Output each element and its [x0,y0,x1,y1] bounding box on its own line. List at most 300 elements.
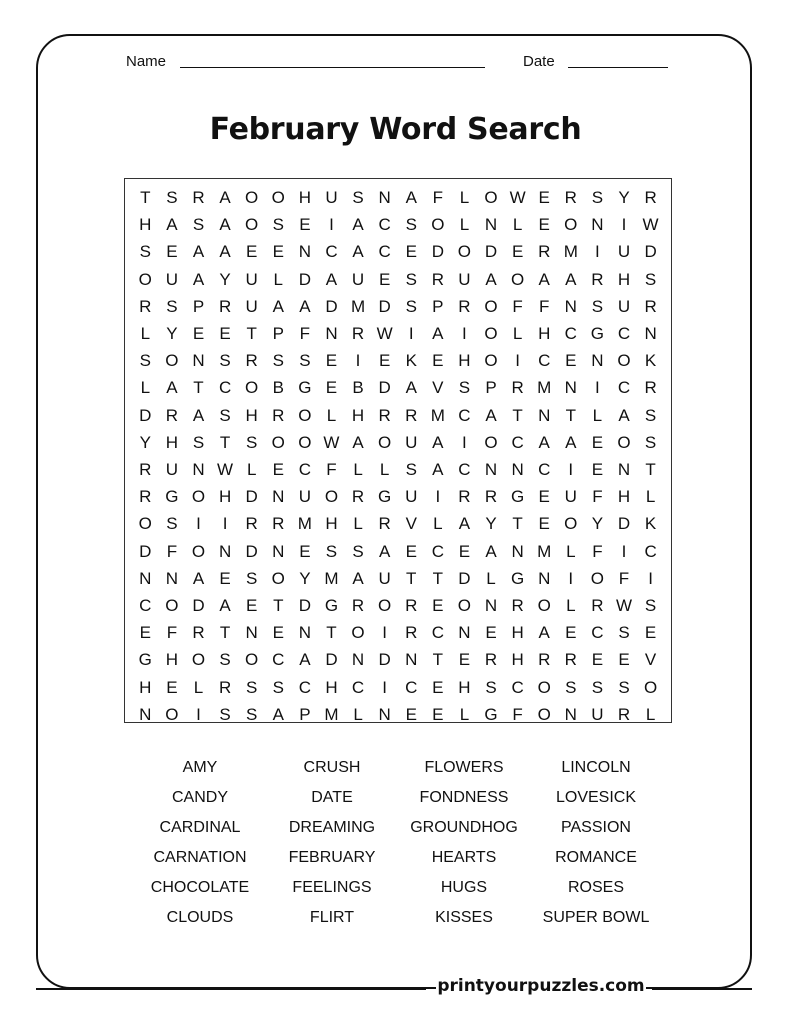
grid-letter[interactable]: A [219,242,231,262]
grid-letter[interactable]: G [298,378,312,398]
grid-letter[interactable]: W [509,188,526,207]
grid-letter[interactable]: N [591,351,604,371]
grid-letter[interactable]: O [165,596,179,615]
grid-letter[interactable]: R [591,269,604,289]
grid-letter[interactable]: E [272,460,284,479]
grid-letter[interactable]: M [537,541,552,561]
grid-letter[interactable]: C [564,324,577,343]
grid-letter[interactable]: R [272,405,285,425]
grid-letter[interactable]: A [538,269,550,289]
grid-letter[interactable]: N [192,351,205,371]
grid-letter[interactable]: L [486,568,496,588]
grid-letter[interactable]: D [431,242,444,262]
grid-letter[interactable]: R [351,596,365,615]
grid-letter[interactable]: E [246,596,258,615]
grid-letter[interactable]: F [512,704,523,724]
grid-letter[interactable]: S [272,677,284,697]
grid-letter[interactable]: E [378,269,391,289]
grid-letter[interactable]: A [432,432,444,452]
grid-letter[interactable]: I [382,677,387,697]
grid-letter[interactable]: A [219,188,231,207]
grid-letter[interactable]: O [457,596,472,615]
grid-letter[interactable]: A [166,215,178,235]
grid-letter[interactable]: R [538,650,551,670]
grid-letter[interactable]: I [408,324,414,343]
grid-letter[interactable]: N [298,242,311,262]
grid-letter[interactable]: S [219,351,231,371]
grid-letter[interactable]: O [537,596,551,615]
grid-letter[interactable]: E [538,487,550,507]
grid-letter[interactable]: A [272,704,284,724]
grid-letter[interactable]: R [617,704,631,724]
grid-letter[interactable]: Y [139,432,151,452]
grid-letter[interactable]: P [485,378,497,398]
grid-letter[interactable]: E [166,677,178,697]
grid-letter[interactable]: A [352,432,364,452]
grid-letter[interactable]: A [299,296,311,316]
grid-letter[interactable]: R [538,242,551,262]
grid-letter[interactable]: S [591,677,604,697]
grid-letter[interactable]: G [138,650,152,670]
grid-letter[interactable]: D [644,242,657,262]
grid-letter[interactable]: E [325,351,338,371]
grid-letter[interactable]: A [485,405,497,425]
grid-letter[interactable]: H [165,432,179,452]
grid-letter[interactable]: O [617,351,631,371]
grid-letter[interactable]: R [378,514,391,534]
grid-letter[interactable]: I [462,324,467,343]
grid-letter[interactable]: R [218,677,232,697]
grid-letter[interactable]: S [618,677,630,697]
grid-letter[interactable]: U [245,296,258,316]
grid-letter[interactable]: I [196,514,201,534]
grid-letter[interactable]: N [272,487,285,507]
grid-letter[interactable]: L [512,324,523,343]
grid-letter[interactable]: K [405,351,417,371]
grid-letter[interactable]: H [325,514,338,534]
grid-letter[interactable]: N [272,541,285,561]
grid-letter[interactable]: C [617,378,631,398]
grid-letter[interactable]: I [648,568,653,588]
grid-letter[interactable]: R [591,596,604,615]
grid-letter[interactable]: M [297,514,312,534]
grid-letter[interactable]: S [139,242,151,262]
grid-letter[interactable]: L [140,324,151,343]
grid-letter[interactable]: V [405,514,417,534]
grid-letter[interactable]: N [591,215,604,235]
grid-letter[interactable]: A [192,568,205,588]
grid-letter[interactable]: C [325,242,338,262]
grid-letter[interactable]: R [511,596,524,615]
grid-letter[interactable]: E [192,324,205,343]
grid-letter[interactable]: N [458,623,471,643]
grid-letter[interactable]: L [246,460,257,479]
grid-letter[interactable]: D [617,514,631,534]
grid-letter[interactable]: I [568,568,574,588]
grid-letter[interactable]: N [298,623,311,643]
grid-letter[interactable]: U [245,269,258,289]
grid-letter[interactable]: R [644,296,657,316]
grid-letter[interactable]: O [298,405,312,425]
grid-letter[interactable]: R [165,405,179,425]
grid-letter[interactable]: O [271,432,285,452]
grid-letter[interactable]: Y [219,269,231,289]
grid-letter[interactable]: T [326,623,337,643]
grid-letter[interactable]: G [590,324,604,343]
grid-letter[interactable]: N [139,704,152,724]
grid-letter[interactable]: N [139,568,152,588]
grid-letter[interactable]: C [405,677,418,697]
grid-letter[interactable]: U [405,432,418,452]
grid-letter[interactable]: L [379,460,390,479]
grid-letter[interactable]: S [219,650,231,670]
grid-letter[interactable]: A [272,296,284,316]
grid-letter[interactable]: L [512,215,523,235]
grid-letter[interactable]: A [192,405,205,425]
grid-letter[interactable]: G [324,596,339,615]
grid-letter[interactable]: S [166,188,178,207]
grid-letter[interactable]: A [192,269,205,289]
grid-letter[interactable]: O [484,296,498,316]
grid-letter[interactable]: P [299,704,311,724]
grid-letter[interactable]: W [323,432,340,452]
grid-letter[interactable]: H [218,487,232,507]
grid-letter[interactable]: O [378,596,392,615]
grid-letter[interactable]: C [139,596,152,615]
grid-letter[interactable]: E [405,541,417,561]
grid-letter[interactable]: D [139,405,152,425]
grid-letter[interactable]: R [218,296,232,316]
grid-letter[interactable]: D [139,541,152,561]
grid-letter[interactable]: S [219,405,231,425]
grid-letter[interactable]: O [245,650,259,670]
grid-letter[interactable]: I [462,432,467,452]
grid-letter[interactable]: F [512,296,523,316]
grid-letter[interactable]: O [191,487,206,507]
grid-letter[interactable]: R [272,514,285,534]
grid-letter[interactable]: A [432,324,444,343]
grid-letter[interactable]: A [618,405,630,425]
grid-letter[interactable]: R [458,296,471,316]
grid-letter[interactable]: I [595,378,600,398]
grid-letter[interactable]: H [165,650,179,670]
grid-letter[interactable]: U [165,269,179,289]
grid-letter[interactable]: P [272,324,284,343]
grid-letter[interactable]: E [458,541,471,561]
grid-letter[interactable]: C [298,677,311,697]
grid-letter[interactable]: M [324,568,339,588]
grid-letter[interactable]: R [139,487,152,507]
grid-letter[interactable]: T [512,405,523,425]
grid-letter[interactable]: E [538,215,550,235]
grid-letter[interactable]: E [432,596,444,615]
grid-letter[interactable]: G [378,487,392,507]
grid-letter[interactable]: A [192,242,205,262]
grid-letter[interactable]: C [644,541,657,561]
grid-letter[interactable]: H [538,324,551,343]
grid-letter[interactable]: O [537,677,551,697]
grid-letter[interactable]: E [591,432,604,452]
grid-letter[interactable]: F [618,568,630,588]
grid-letter[interactable]: L [566,596,576,615]
grid-letter[interactable]: H [298,188,311,207]
grid-letter[interactable]: N [165,568,179,588]
grid-letter[interactable]: O [457,242,472,262]
grid-letter[interactable]: V [644,650,657,670]
grid-letter[interactable]: P [432,296,444,316]
grid-letter[interactable]: T [432,568,444,588]
grid-letter[interactable]: A [378,541,391,561]
grid-letter[interactable]: F [326,460,337,479]
grid-letter[interactable]: T [273,596,284,615]
grid-letter[interactable]: O [617,432,631,452]
grid-letter[interactable]: R [245,514,258,534]
grid-letter[interactable]: A [166,378,178,398]
grid-letter[interactable]: A [485,269,497,289]
grid-letter[interactable]: O [165,704,179,724]
grid-letter[interactable]: H [617,487,631,507]
grid-letter[interactable]: B [272,378,284,398]
grid-letter[interactable]: D [378,296,391,316]
grid-letter[interactable]: I [435,487,441,507]
grid-letter[interactable]: C [511,432,524,452]
grid-letter[interactable]: C [351,677,365,697]
grid-letter[interactable]: S [139,351,151,371]
grid-letter[interactable]: E [272,242,284,262]
grid-letter[interactable]: I [621,215,627,235]
grid-letter[interactable]: L [459,215,470,235]
grid-letter[interactable]: A [458,514,471,534]
grid-letter[interactable]: L [459,704,470,724]
grid-letter[interactable]: F [166,623,178,643]
grid-letter[interactable]: T [406,568,417,588]
grid-letter[interactable]: N [378,188,391,207]
grid-letter[interactable]: S [644,405,657,425]
grid-letter[interactable]: N [564,378,577,398]
grid-letter[interactable]: S [246,432,258,452]
grid-letter[interactable]: S [644,596,657,615]
grid-letter[interactable]: O [484,351,498,371]
grid-letter[interactable]: C [298,460,311,479]
grid-letter[interactable]: R [405,623,418,643]
grid-letter[interactable]: C [591,623,604,643]
grid-letter[interactable]: S [591,188,604,207]
grid-letter[interactable]: L [645,704,656,724]
grid-letter[interactable]: L [326,405,337,425]
grid-letter[interactable]: S [644,432,657,452]
grid-letter[interactable]: N [245,623,258,643]
grid-letter[interactable]: R [484,650,498,670]
grid-letter[interactable]: L [459,188,470,207]
grid-letter[interactable]: E [272,623,284,643]
grid-letter[interactable]: E [565,623,577,643]
grid-letter[interactable]: S [405,269,417,289]
grid-letter[interactable]: O [643,677,658,697]
grid-letter[interactable]: T [645,460,656,479]
grid-letter[interactable]: O [138,269,152,289]
grid-letter[interactable]: U [458,269,471,289]
grid-letter[interactable]: A [432,460,444,479]
grid-letter[interactable]: H [325,677,338,697]
grid-letter[interactable]: C [538,351,551,371]
grid-letter[interactable]: S [352,188,364,207]
grid-letter[interactable]: S [565,677,577,697]
grid-letter[interactable]: S [644,269,657,289]
grid-letter[interactable]: N [511,541,524,561]
grid-letter[interactable]: D [325,296,338,316]
grid-letter[interactable]: R [245,351,258,371]
grid-letter[interactable]: O [298,432,312,452]
grid-letter[interactable]: E [485,623,497,643]
grid-letter[interactable]: O [271,568,285,588]
grid-letter[interactable]: M [324,704,339,724]
grid-letter[interactable]: L [645,487,656,507]
grid-letter[interactable]: U [617,296,631,316]
grid-letter[interactable]: R [564,650,577,670]
grid-letter[interactable]: V [432,378,444,398]
grid-letter[interactable]: U [325,188,338,207]
grid-letter[interactable]: M [537,378,552,398]
grid-letter[interactable]: Y [485,514,497,534]
grid-letter[interactable]: S [192,432,205,452]
grid-letter[interactable]: E [219,568,231,588]
grid-letter[interactable]: L [193,677,204,697]
grid-letter[interactable]: U [351,269,365,289]
grid-letter[interactable]: R [458,487,471,507]
grid-letter[interactable]: A [485,541,497,561]
grid-letter[interactable]: W [217,460,234,479]
grid-letter[interactable]: T [565,405,576,425]
grid-letter[interactable]: N [511,460,524,479]
grid-letter[interactable]: U [405,487,418,507]
grid-letter[interactable]: T [219,623,231,643]
grid-letter[interactable]: H [458,677,471,697]
grid-letter[interactable]: F [539,296,550,316]
grid-letter[interactable]: D [298,596,311,615]
grid-letter[interactable]: A [565,269,577,289]
grid-letter[interactable]: O [510,269,525,289]
grid-letter[interactable]: S [591,296,604,316]
grid-letter[interactable]: R [564,188,577,207]
grid-letter[interactable]: C [458,405,471,425]
grid-letter[interactable]: C [617,324,631,343]
grid-letter[interactable]: N [484,460,498,479]
grid-letter[interactable]: E [538,188,550,207]
grid-letter[interactable]: A [219,215,231,235]
grid-letter[interactable]: G [510,487,525,507]
grid-letter[interactable]: R [431,269,444,289]
grid-letter[interactable]: E [565,351,577,371]
grid-letter[interactable]: E [405,704,417,724]
grid-letter[interactable]: O [191,541,206,561]
grid-letter[interactable]: C [431,623,444,643]
grid-letter[interactable]: E [405,242,417,262]
grid-letter[interactable]: O [431,215,445,235]
grid-letter[interactable]: O [271,188,285,207]
grid-letter[interactable]: L [566,541,576,561]
grid-letter[interactable]: D [298,269,311,289]
grid-letter[interactable]: W [642,215,659,235]
grid-letter[interactable]: U [165,460,179,479]
grid-letter[interactable]: H [458,351,471,371]
grid-letter[interactable]: S [405,460,417,479]
grid-letter[interactable]: O [165,351,179,371]
grid-letter[interactable]: S [325,541,338,561]
grid-letter[interactable]: N [617,460,631,479]
grid-letter[interactable]: K [644,351,657,371]
grid-letter[interactable]: T [432,650,444,670]
grid-letter[interactable]: E [219,324,231,343]
grid-letter[interactable]: A [299,650,311,670]
grid-letter[interactable]: O [564,514,578,534]
grid-letter[interactable]: S [166,514,178,534]
grid-letter[interactable]: R [484,487,498,507]
grid-letter[interactable]: K [644,514,657,534]
grid-letter[interactable]: E [166,242,178,262]
grid-letter[interactable]: E [511,242,524,262]
grid-letter[interactable]: C [378,242,391,262]
grid-letter[interactable]: F [592,487,603,507]
grid-letter[interactable]: R [644,188,657,207]
grid-letter[interactable]: E [299,541,311,561]
grid-letter[interactable]: M [350,296,366,316]
grid-letter[interactable]: C [378,215,391,235]
grid-letter[interactable]: H [245,405,258,425]
grid-letter[interactable]: A [352,215,364,235]
grid-letter[interactable]: O [138,514,152,534]
grid-letter[interactable]: O [378,432,392,452]
grid-letter[interactable]: R [351,324,365,343]
grid-letter[interactable]: N [325,324,338,343]
grid-letter[interactable]: O [245,378,259,398]
grid-letter[interactable]: S [246,568,258,588]
grid-letter[interactable]: S [166,296,178,316]
grid-letter[interactable]: A [325,269,338,289]
grid-letter[interactable]: L [592,405,603,425]
grid-letter[interactable]: R [405,405,418,425]
grid-letter[interactable]: O [484,432,498,452]
grid-letter[interactable]: F [592,541,603,561]
grid-letter[interactable]: R [405,596,418,615]
grid-letter[interactable]: S [458,378,471,398]
grid-letter[interactable]: S [246,704,258,724]
grid-letter[interactable]: Y [618,188,630,207]
grid-letter[interactable]: N [564,704,577,724]
grid-letter[interactable]: R [378,405,391,425]
grid-letter[interactable]: I [222,514,228,534]
grid-letter[interactable]: T [219,432,231,452]
grid-letter[interactable]: G [165,487,179,507]
grid-letter[interactable]: S [405,215,417,235]
grid-letter[interactable]: N [564,296,577,316]
grid-letter[interactable]: H [511,650,524,670]
date-field-line[interactable] [568,67,668,68]
grid-letter[interactable]: C [431,541,444,561]
grid-letter[interactable]: U [378,568,391,588]
grid-letter[interactable]: C [511,677,524,697]
grid-letter[interactable]: P [192,296,205,316]
grid-letter[interactable]: I [595,242,600,262]
grid-letter[interactable]: D [325,650,338,670]
grid-letter[interactable]: M [563,242,578,262]
grid-letter[interactable]: O [484,324,498,343]
grid-letter[interactable]: S [405,296,417,316]
grid-letter[interactable]: E [325,378,338,398]
grid-letter[interactable]: B [352,378,364,398]
grid-letter[interactable]: O [324,487,339,507]
grid-letter[interactable]: T [512,514,523,534]
grid-letter[interactable]: L [140,378,151,398]
